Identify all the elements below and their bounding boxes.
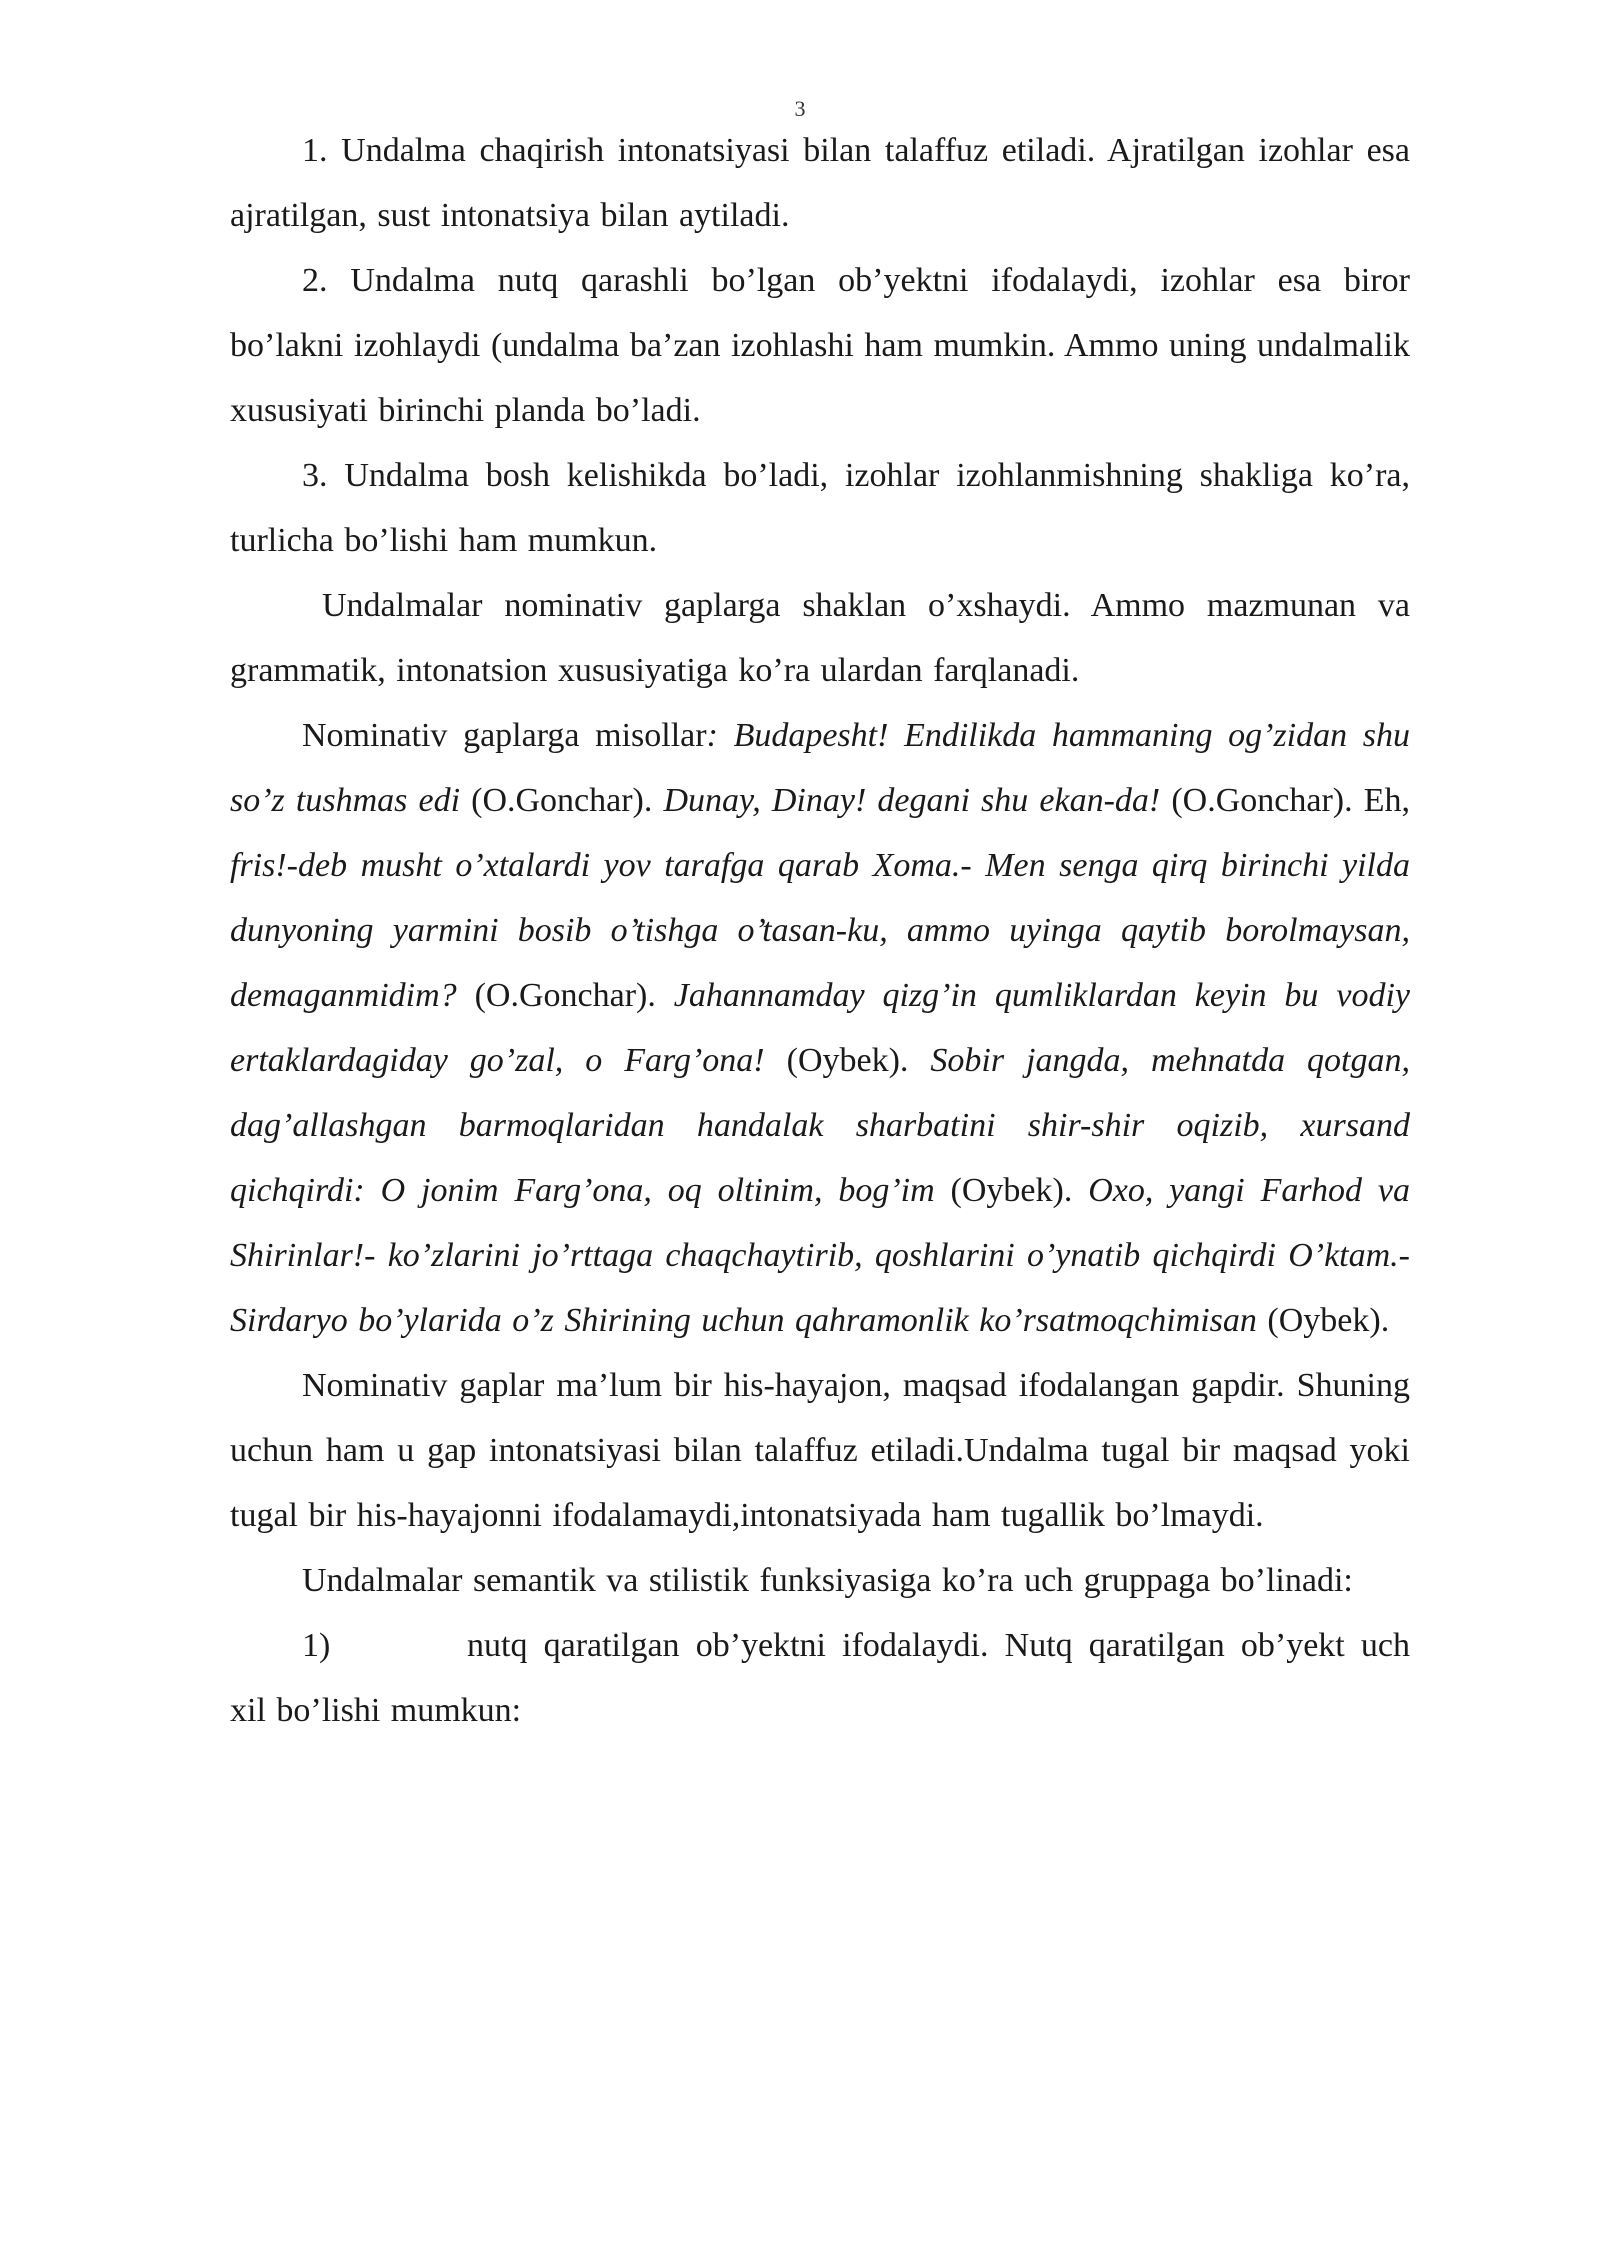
example-budapesht: : Budapesht! Endilikda hammaning og’zidan shu so’z tushmas edi xyxy=(230,717,1410,819)
citation-oybek-2: (Oybek). xyxy=(934,1172,1089,1209)
paragraph-8 xyxy=(230,1613,1410,1743)
examples-intro: Nominativ gaplarga misollar xyxy=(302,717,707,754)
paragraph-4: Undalmalar nominativ gaplarga shaklan o’xshaydi. Ammo mazmunan va grammatik, intonatsion xususiyatiga ko’ra ulardan farqlanadi. xyxy=(230,587,1410,689)
example-oxo: Oxo, yangi Farhod va Shirinlar!- ko’zlarini jo’rttaga chaqchaytirib, qoshlarini o’ynatib qichqirdi O’ktam.-Sirdaryo bo’ylarida o’z Shirining uchun qahramonlik ko’rsatmoqchimisan xyxy=(230,1172,1410,1339)
paragraph-1: 1. Undalma chaqirish intonatsiyasi bilan talaffuz etiladi. Ajratilgan izohlar esa ajratilgan, sust intonatsiya bilan aytiladi. xyxy=(230,132,1410,234)
list-item-text: nutq qaratilgan ob’yektni ifodalaydi. Nutq qaratilgan ob’yekt uch xil bo’lishi mumkun: xyxy=(230,1627,1410,1729)
citation-gonchar-3: (O.Gonchar). xyxy=(456,977,674,1014)
example-fris: fris!-deb musht o’xtalardi yov tarafga qarab Xoma.- Men senga qirq birinchi yilda dunyoning yarmini bosib o’tishga o’tasan-ku, ammo uyinga qaytib borolmaysan, demaganmidim? xyxy=(230,847,1410,1014)
paragraph-7: Undalmalar semantik va stilistik funksiyasiga ko’ra uch gruppaga bo’linadi: xyxy=(302,1562,1353,1599)
citation-gonchar-2: (O.Gonchar). Eh, xyxy=(1160,782,1410,819)
document-body xyxy=(230,118,1410,1743)
paragraph-5-examples xyxy=(230,703,1410,1353)
citation-oybek-3: (Oybek). xyxy=(1256,1302,1390,1339)
example-sobir: Sobir jangda, mehnatda qotgan, dag’allashgan barmoqlaridan handalak sharbatini shir-shir oqizib, xursand qichqirdi: O jonim Farg’ona, oq oltinim, bog’im xyxy=(230,1042,1410,1209)
page-number: 3 xyxy=(794,96,806,121)
example-dunay: Dunay, Dinay! degani shu ekan-da! xyxy=(663,782,1161,819)
citation-gonchar-1: (O.Gonchar). xyxy=(460,782,664,819)
paragraph-3: 3. Undalma bosh kelishikda bo’ladi, izohlar izohlanmishning shakliga ko’ra, turlicha bo’lishi ham mumkun. xyxy=(230,457,1410,559)
paragraph-2: 2. Undalma nutq qarashli bo’lgan ob’yektni ifodalaydi, izohlar esa biror bo’lakni izohlaydi (undalma ba’zan izohlashi ham mumkin. Ammo uning undalmalik xususiyati birinchi planda bo’ladi. xyxy=(230,262,1410,429)
citation-oybek-1: (Oybek). xyxy=(764,1042,931,1079)
list-number: 1) xyxy=(302,1627,331,1664)
paragraph-6: Nominativ gaplar ma’lum bir his-hayajon, maqsad ifodalangan gapdir. Shuning uchun ham u gap intonatsiyasi bilan talaffuz etiladi.Undalma tugal bir maqsad yoki tugal bir his-hayajonni ifodalamaydi,intonatsiyada ham tugallik bo’lmaydi. xyxy=(230,1367,1410,1534)
example-jahannamday: Jahannamday qizg’in qumliklardan keyin bu vodiy ertaklardagiday go’zal, o Farg’ona! xyxy=(230,977,1410,1079)
